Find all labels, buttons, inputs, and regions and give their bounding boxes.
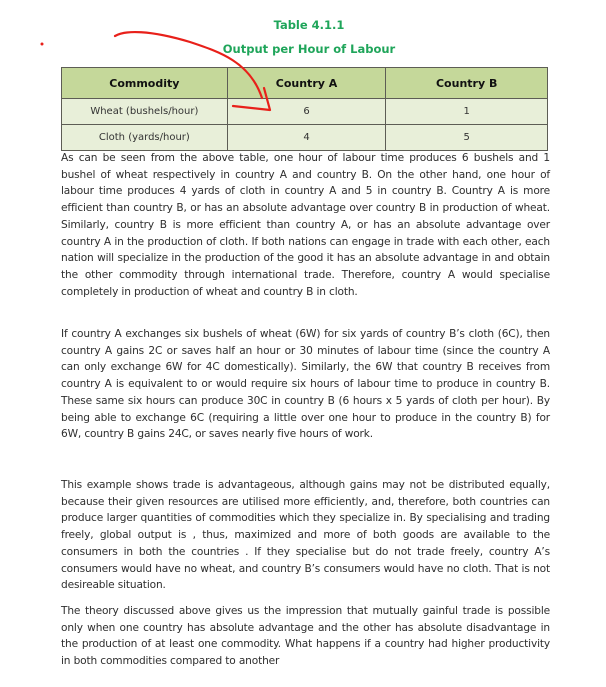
cell-country-b: 1 <box>386 99 548 125</box>
header-country-a: Country A <box>227 68 386 99</box>
paragraph: This example shows trade is advantageous, although gains may not be distributed equally, because their given resources are utilised more efficiently, and, therefore, both countries can produce larger quantities of commodities which they specialize in. By specialising and trading freely, global output is , thus, maximized and more of both goods are available to the consumers in both the countries . If they specialise but do not trade freely, country A’s consumers would have no wheat, and country B’s consumers would have no cloth. That is not desireable situation. <box>61 479 550 592</box>
paragraph: If country A exchanges six bushels of wheat (6W) for six yards of country B’s cloth (6C), then country A gains 2C or saves half an hour or 30 minutes of labour time (since the country A can only exchange 6W for 4C domestically). Similarly, the 6W that country B receives from country A is equivalent to or would require six hours of labour time to produce in country B. These same six hours can produce 30C in country B (6 hours x 5 yards of cloth per hour). By being able to exchange 6C (requiring a little over one hour to produce in the country B) for 6W, country B gains 24C, or saves nearly five hours of work. <box>61 328 550 441</box>
header-commodity: Commodity <box>62 68 228 99</box>
cell-commodity: Cloth (yards/hour) <box>62 125 228 151</box>
cell-country-a: 4 <box>227 125 386 151</box>
table-title: Output per Hour of Labour <box>222 42 396 56</box>
output-table <box>61 67 548 151</box>
cell-country-a: 6 <box>227 99 386 125</box>
table-number: Table 4.1.1 <box>273 18 345 32</box>
paragraph: As can be seen from the above table, one hour of labour time produces 6 bushels and 1 bushel of wheat respectively in country A and country B. On the other hand, one hour of labour time produces 4 yards of cloth in country A and 5 in country B. Country A is more efficient than country B, or has an absolute advantage over country B in production of wheat. Similarly, country B is more efficient than country A, or has an absolute advantage over country A in the production of cloth. If both nations can engage in trade with each other, each nation will specialize in the production of the good it has an absolute advantage in and obtain the other commodity through international trade. Therefore, country A would specialise completely in production of wheat and country B in cloth. <box>61 152 550 298</box>
table-row <box>62 125 548 151</box>
paragraph: The theory discussed above gives us the impression that mutually gainful trade is possible only when one country has absolute advantage and the other has absolute disadvantage in the production of at least one commodity. What happens if a country had higher productivity in both commodities compared to another <box>61 605 550 668</box>
cell-country-b: 5 <box>386 125 548 151</box>
table-row <box>62 99 548 125</box>
header-country-b: Country B <box>386 68 548 99</box>
table-header-row <box>62 68 548 99</box>
cell-commodity: Wheat (bushels/hour) <box>62 99 228 125</box>
